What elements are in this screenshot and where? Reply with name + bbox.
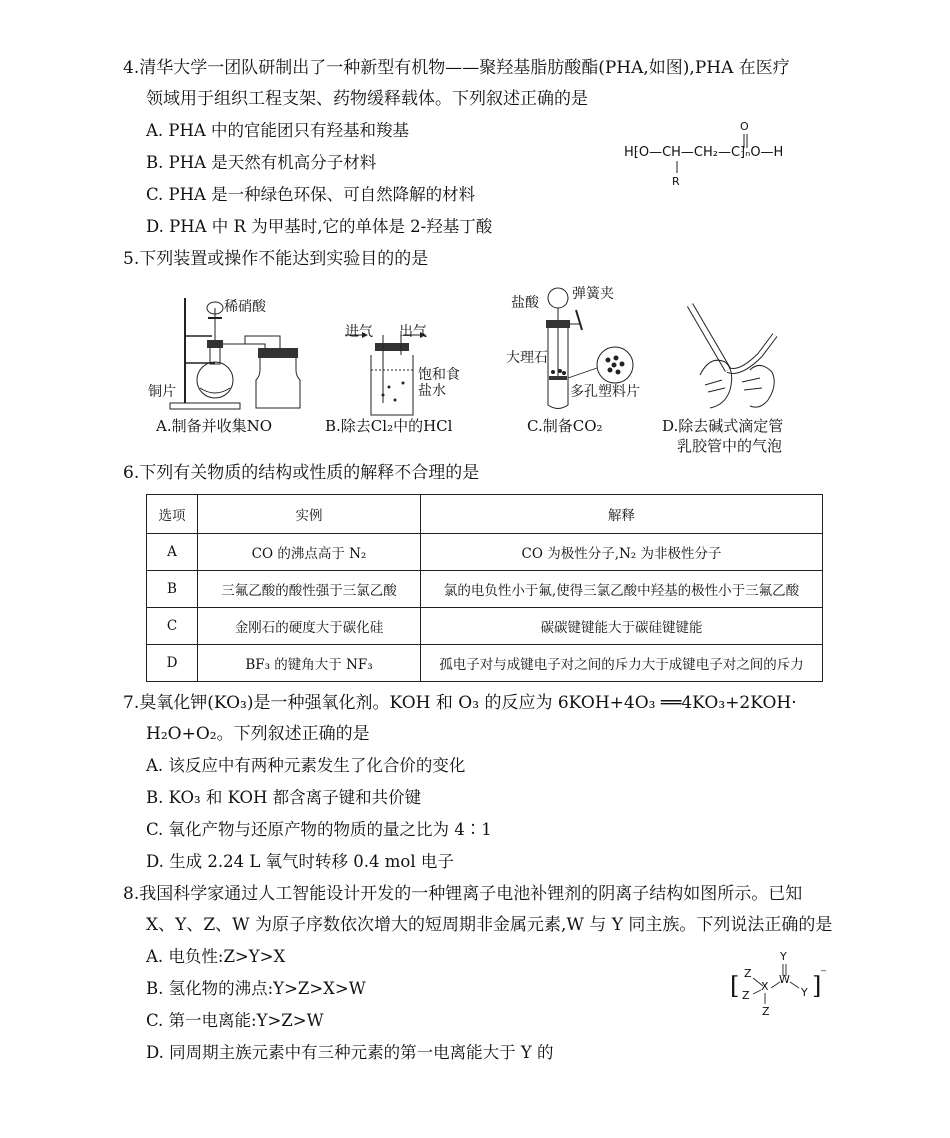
table-row [147,608,823,645]
label-hydrochloric-acid: 盐酸 [511,295,539,311]
q7-stem-line1: 7.臭氧化钾(KO₃)是一种强氧化剂。KOH 和 O₃ 的反应为 6KOH+4O₃ ══4KO₃+2KOH· [123,693,797,713]
bracket-right: ] [812,972,822,1000]
label-marble: 大理石 [506,350,548,366]
q4-option-b: B. PHA 是天然有机高分子材料 [146,153,377,172]
q6-row-a-explanation: CO 为极性分子,N₂ 为非极性分子 [421,534,823,571]
label-gas-out: 出气 [399,324,427,340]
q4-option-a: A. PHA 中的官能团只有羟基和羧基 [146,121,410,140]
atom-z-bottom: Z [762,1005,770,1018]
label-dilute-nitric-acid: 稀硝酸 [224,299,266,315]
q7-option-d: D. 生成 2.24 L 氧气时转移 0.4 mol 电子 [146,852,454,871]
q6-row-a-example: CO 的沸点高于 N₂ [198,534,421,571]
q6-row-c-option: C [147,608,198,645]
pha-carbonyl-oxygen: O [740,120,749,133]
bracket-left: [ [730,972,740,1000]
q6-header-option: 选项 [147,495,198,534]
table-row [147,571,823,608]
q4-stem-line2: 领域用于组织工程支架、药物缓释载体。下列叙述正确的是 [146,89,588,109]
q6-row-d-explanation: 孤电子对与成键电子对之间的斥力大于成键电子对之间的斥力 [421,645,823,682]
q8-option-d: D. 同周期主族元素中有三种元素的第一电离能大于 Y 的 [146,1043,554,1062]
q8-option-b: B. 氢化物的沸点:Y>Z>X>W [146,979,366,998]
anion-charge: ⁻ [820,966,827,981]
q6-row-b-example: 三氟乙酸的酸性强于三氯乙酸 [198,571,421,608]
apparatus-d-burette [680,300,810,415]
q7-option-b: B. KO₃ 和 KOH 都含离子键和共价键 [146,788,422,807]
q6-row-c-explanation: 碳碳键键能大于碳硅键键能 [421,608,823,645]
caption-b: B.除去Cl₂中的HCl [325,417,453,435]
q6-header-example: 实例 [198,495,421,534]
label-porous-plate: 多孔塑料片 [570,384,640,400]
q8-option-a: A. 电负性:Z>Y>X [146,947,286,966]
caption-d-line1: D.除去碱式滴定管 [662,417,784,435]
q6-header-row [147,495,823,534]
atom-x: X [761,980,769,993]
atom-w: W [779,973,790,986]
atom-y-top: Y [780,950,787,963]
table-row [147,645,823,682]
pha-main-chain: H⁅O—CH—CH₂—C⁆ₙO—H [624,145,784,160]
q6-stem: 6.下列有关物质的结构或性质的解释不合理的是 [123,463,480,483]
q6-row-c-example: 金刚石的硬度大于碳化硅 [198,608,421,645]
q8-stem-line1: 8.我国科学家通过人工智能设计开发的一种锂离子电池补锂剂的阴离子结构如图所示。已知 [123,884,803,904]
q7-stem-line2: H₂O+O₂。下列叙述正确的是 [146,724,370,744]
table-row [147,534,823,571]
q6-row-b-explanation: 氯的电负性小于氟,使得三氯乙酸中羟基的极性小于三氟乙酸 [421,571,823,608]
caption-c: C.制备CO₂ [527,417,603,435]
atom-y-right: Y [801,986,808,999]
q6-row-d-example: BF₃ 的键角大于 NF₃ [198,645,421,682]
q4-stem-line1: 4.清华大学一团队研制出了一种新型有机物——聚羟基脂肪酸酯(PHA,如图),PHA 在医疗 [123,58,790,78]
caption-a: A.制备并收集NO [156,417,273,435]
label-spring-clamp: 弹簧夹 [572,286,614,302]
pha-r-group: R [672,175,680,188]
atom-z-left: Z [742,989,750,1002]
q6-row-d-option: D [147,645,198,682]
label-brine-2: 盐水 [418,383,446,399]
q6-table [146,494,823,682]
label-brine-1: 饱和食 [418,367,460,383]
q4-option-c: C. PHA 是一种绿色环保、可自然降解的材料 [146,185,476,204]
q8-option-c: C. 第一电离能:Y>Z>W [146,1011,324,1030]
q4-option-d: D. PHA 中 R 为甲基时,它的单体是 2-羟基丁酸 [146,217,493,236]
q8-stem-line2: X、Y、Z、W 为原子序数依次增大的短周期非金属元素,W 与 Y 同主族。下列说法正确的是 [146,915,833,935]
label-copper-sheet: 铜片 [148,384,176,400]
q6-row-b-option: B [147,571,198,608]
q6-row-a-option: A [147,534,198,571]
atom-z-top-left: Z [744,967,752,980]
caption-d-line2: 乳胶管中的气泡 [677,437,783,455]
q7-option-c: C. 氧化产物与还原产物的物质的量之比为 4∶1 [146,820,492,839]
pha-r-bond [675,161,681,175]
q5-stem: 5.下列装置或操作不能达到实验目的的是 [123,249,429,269]
q7-option-a: A. 该反应中有两种元素发生了化合价的变化 [146,756,466,775]
q6-header-explanation: 解释 [421,495,823,534]
label-gas-in: 进气 [345,324,373,340]
